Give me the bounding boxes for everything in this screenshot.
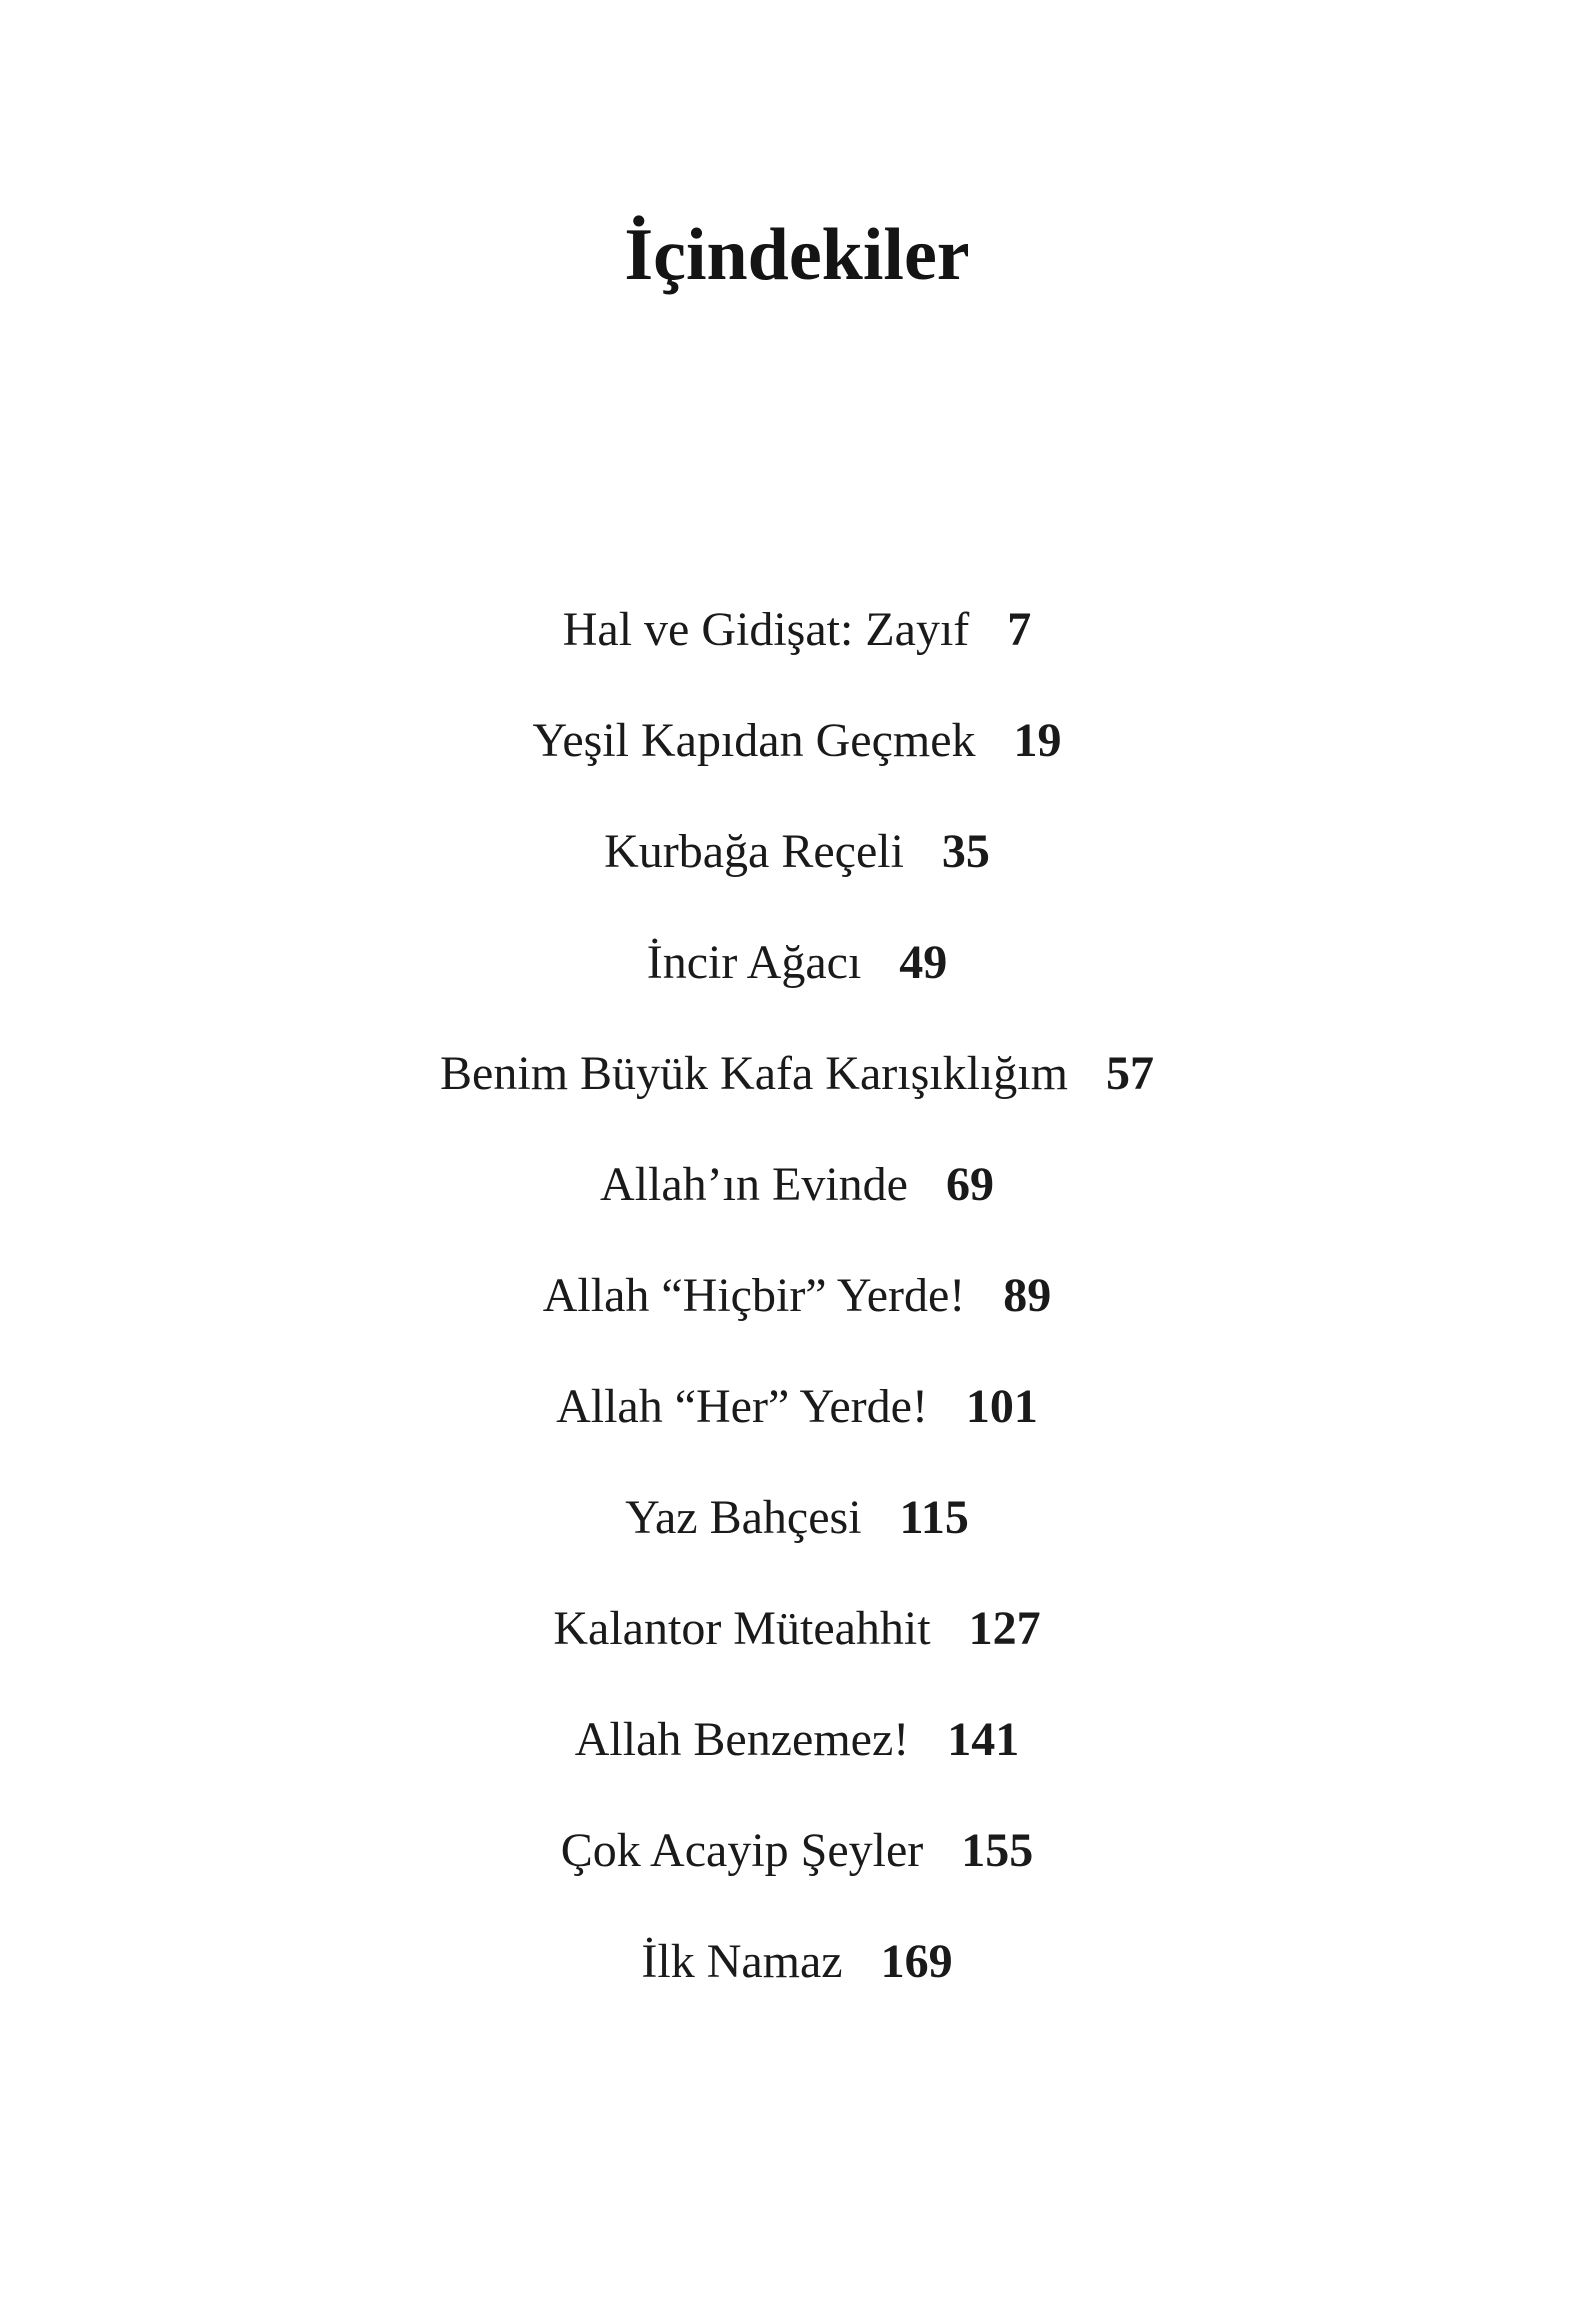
toc-entry — [0, 1573, 1594, 1684]
toc-entry — [0, 1129, 1594, 1240]
toc-entry-page-number: 7 — [1007, 602, 1032, 656]
toc-entry-page-number: 127 — [968, 1601, 1041, 1655]
toc-entry-page-number: 69 — [945, 1157, 994, 1211]
toc-entry — [0, 1684, 1594, 1795]
toc-entry-title: İncir Ağacı — [646, 935, 862, 989]
toc-entry-title: Kalantor Müteahhit — [553, 1601, 931, 1655]
toc-entry-title: Yaz Bahçesi — [625, 1490, 862, 1544]
toc-entry-title: Çok Acayip Şeyler — [560, 1823, 924, 1877]
toc-entry — [0, 1795, 1594, 1906]
toc-entry-title: Allah “Hiçbir” Yerde! — [542, 1268, 966, 1322]
toc-entry-page-number: 101 — [965, 1379, 1038, 1433]
toc-entry — [0, 1018, 1594, 1129]
toc-entry-page-number: 19 — [1013, 713, 1062, 767]
toc-entry-title: Benim Büyük Kafa Karışıklığım — [440, 1046, 1068, 1100]
toc-entry-title: Allah Benzemez! — [574, 1712, 910, 1766]
toc-entry — [0, 1462, 1594, 1573]
toc-entry-page-number: 141 — [947, 1712, 1020, 1766]
toc-entry — [0, 685, 1594, 796]
toc-entry-title: Hal ve Gidişat: Zayıf — [562, 602, 970, 656]
toc-entry — [0, 1240, 1594, 1351]
toc-entry-title: Allah’ın Evinde — [600, 1157, 908, 1211]
toc-entry-page-number: 57 — [1105, 1046, 1154, 1100]
toc-entry-page-number: 169 — [880, 1934, 953, 1988]
toc-entry-page-number: 89 — [1003, 1268, 1052, 1322]
toc-entry — [0, 1351, 1594, 1462]
toc-entry-page-number: 115 — [899, 1490, 969, 1544]
toc-entry-title: Allah “Her” Yerde! — [556, 1379, 928, 1433]
toc-entry — [0, 796, 1594, 907]
toc-entry — [0, 907, 1594, 1018]
toc-entry-title: İlk Namaz — [641, 1934, 843, 1988]
toc-entry — [0, 574, 1594, 685]
page-title: İçindekiler — [624, 214, 970, 296]
toc-entry-title: Yeşil Kapıdan Geçmek — [532, 713, 976, 767]
toc-entry-page-number: 49 — [899, 935, 948, 989]
toc-list — [0, 574, 1594, 2017]
toc-entry — [0, 1906, 1594, 2017]
toc-entry-page-number: 35 — [941, 824, 990, 878]
toc-entry-page-number: 155 — [961, 1823, 1034, 1877]
toc-entry-title: Kurbağa Reçeli — [604, 824, 904, 878]
